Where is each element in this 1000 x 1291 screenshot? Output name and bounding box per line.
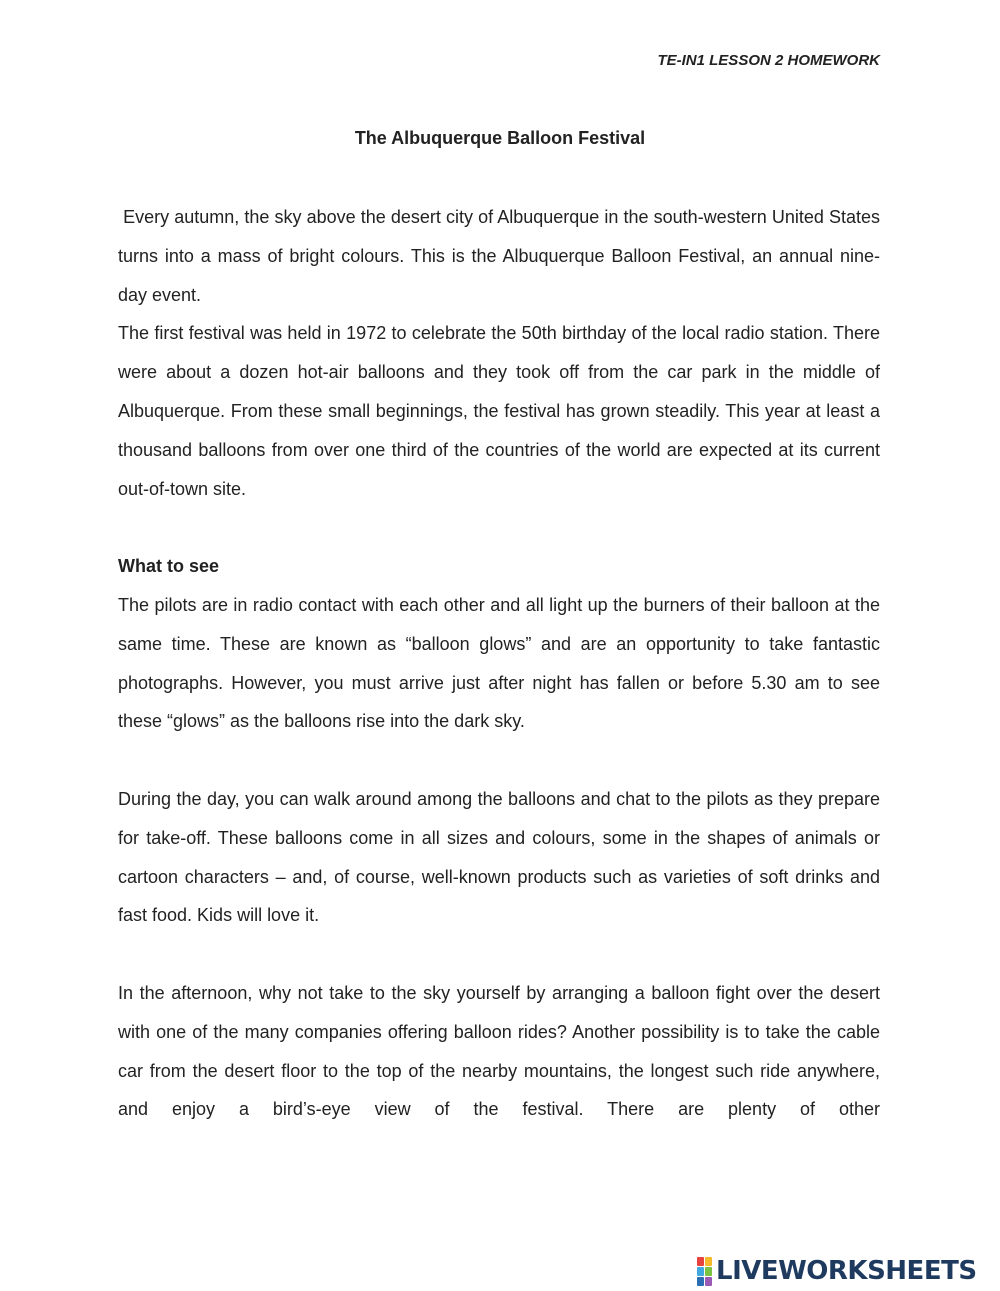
paragraph-history: The first festival was held in 1972 to celebrate the 50th birthday of the local radio station. There were about a dozen hot-air balloons and they took off from the car park in the middle of Albuquerque. From these small beginnings, the festival has grown steadily. This year at least a thousand balloons from over one third of the countries of the world are expected at its current out-of-town site. bbox=[118, 323, 880, 499]
document-title: The Albuquerque Balloon Festival bbox=[354, 128, 646, 148]
logo-block bbox=[697, 1277, 704, 1286]
paragraph-intro: Every autumn, the sky above the desert city of Albuquerque in the south-western United States turns into a mass of bright colours. This is the Albuquerque Balloon Festival, an annual nine-day event. bbox=[118, 207, 885, 305]
section-heading: What to see bbox=[118, 556, 220, 577]
logo-block bbox=[697, 1257, 704, 1266]
logo-block bbox=[705, 1257, 712, 1266]
logo-block bbox=[705, 1277, 712, 1286]
logo-block bbox=[705, 1267, 712, 1276]
paragraph-gap bbox=[118, 508, 880, 547]
paragraph-glows: The pilots are in radio contact with each other and all light up the burners of their balloon at the same time. These are known as “balloon glows” and are an opportunity to take fantastic photographs. However, you must arrive just after night has fallen or before 5.30 am to see these “glows” as the balloons rise into the dark sky. bbox=[118, 594, 880, 732]
paragraph-daytime: During the day, you can walk around among the balloons and chat to the pilots as they prepare for take-off. These balloons come in all sizes and colours, some in the shapes of animals or cartoon characters – and, of course, well-known products such as varieties of soft drinks and fast food. Kids will love it. bbox=[118, 788, 880, 926]
document-body bbox=[118, 198, 885, 1129]
liveworksheets-logo[interactable] bbox=[697, 1256, 977, 1286]
paragraph-afternoon: In the afternoon, why not take to the sky yourself by arranging a balloon fight over the desert with one of the many companies offering balloon rides? Another possibility is to take the cable car from the desert floor to the top of the nearby mountains, the longest such ride anywhere, and enjoy a bird’s-eye view of the festival. There are plenty of other bbox=[118, 982, 880, 1120]
logo-block bbox=[697, 1267, 704, 1276]
logo-text: LIVEWORKSHEETS bbox=[716, 1256, 977, 1286]
paragraph-gap bbox=[118, 741, 880, 780]
liveworksheets-logo-icon bbox=[697, 1257, 712, 1286]
paragraph-gap bbox=[118, 935, 880, 974]
page-header: TE-IN1 LESSON 2 HOMEWORK bbox=[657, 52, 880, 69]
